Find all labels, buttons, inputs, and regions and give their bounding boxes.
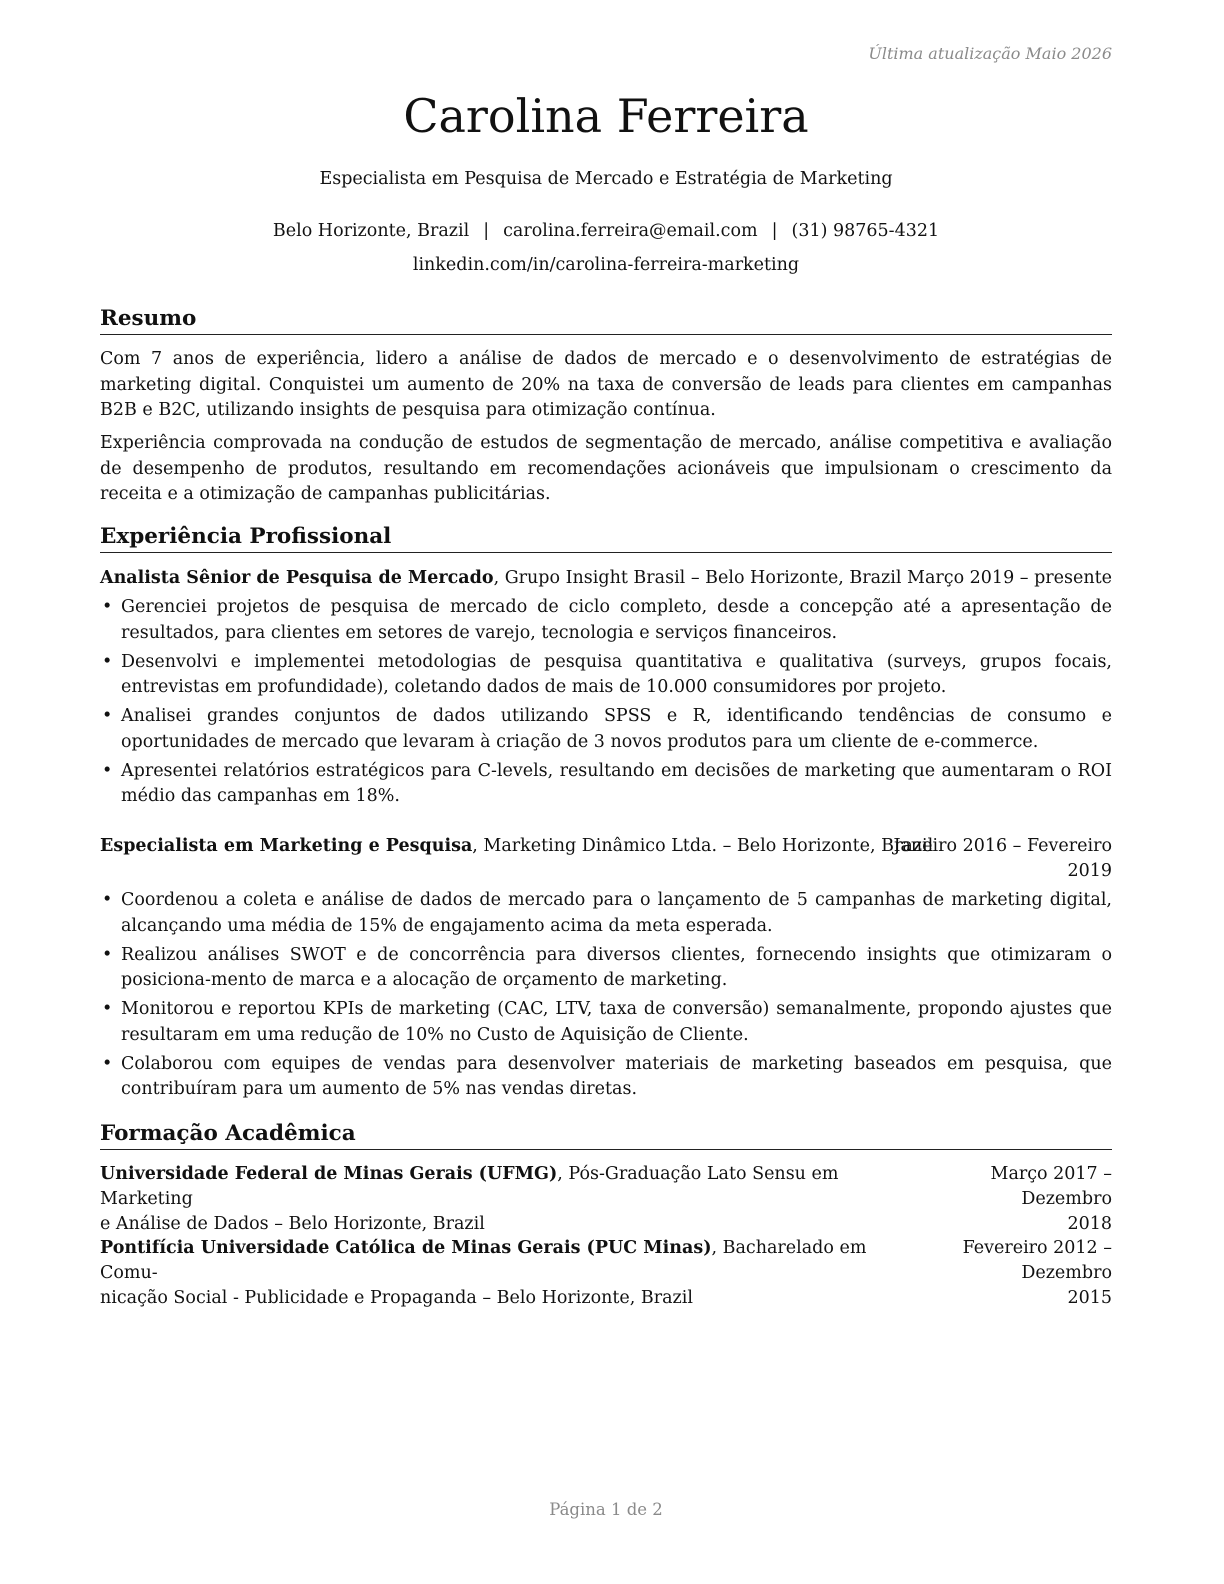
education-institution-degree xyxy=(100,1236,920,1311)
job-dates-line: 2019 xyxy=(1067,861,1112,881)
education-school: Universidade Federal de Minas Gerais (UFMG) xyxy=(100,1164,558,1184)
section-heading-experience: Experiência Profissional xyxy=(100,523,1112,553)
candidate-name: Carolina Ferreira xyxy=(403,89,809,143)
section-heading-summary: Resumo xyxy=(100,305,1112,335)
education-degree: , Bacharelado em Comu- xyxy=(100,1238,867,1283)
education-item xyxy=(100,1162,1112,1234)
list-item: • Apresentei relatórios estratégicos para C-levels, resultando em decisões de marketing que aumentaram o ROI médio das campanhas em 18%. xyxy=(100,759,1112,810)
contact-line xyxy=(100,219,1112,243)
job-company: , Marketing Dinâmico Ltda. – Belo Horizonte, Brazil xyxy=(472,836,934,856)
contact-separator: | xyxy=(483,221,490,241)
resume-page xyxy=(100,0,1112,1584)
education-dates-line: 2018 xyxy=(1067,1214,1112,1234)
education-item xyxy=(100,1236,1112,1308)
list-item: • Monitorou e reportou KPIs de marketing (CAC, LTV, taxa de conversão) semanalmente, propondo ajustes que resultaram em uma redução de 10% no Custo de Aquisição de Cliente. xyxy=(100,997,1112,1048)
education-degree: , Pós-Graduação Lato Sensu em Marketing xyxy=(100,1164,839,1209)
education-dates xyxy=(912,1236,1112,1311)
education-dates-line: Março 2017 – Dezembro xyxy=(990,1164,1112,1209)
list-item: • Desenvolvi e implementei metodologias de pesquisa quantitativa e qualitativa (surveys, grupos focais, entrevistas em profundidade), coletando dados de mais de 10.000 consumidores por projeto. xyxy=(100,650,1112,701)
job-header xyxy=(100,566,1112,591)
education-institution-degree xyxy=(100,1162,920,1237)
education-degree: e Análise de Dados – Belo Horizonte, Brazil xyxy=(100,1214,485,1234)
education-dates-line: Fevereiro 2012 – Dezembro xyxy=(962,1238,1112,1283)
list-item: • Coordenou a coleta e análise de dados de mercado para o lançamento de 5 campanhas de marketing digital, alcançando uma média de 15% de engajamento acima da meta esperada. xyxy=(100,888,1112,939)
education-dates xyxy=(912,1162,1112,1237)
location: Belo Horizonte, Brazil xyxy=(272,221,470,241)
job-role-company xyxy=(100,834,933,859)
job-role-company xyxy=(100,566,901,591)
job-bullets xyxy=(100,888,1112,1106)
list-item: • Realizou análises SWOT e de concorrência para diversos clientes, fornecendo insights que otimizaram o posiciona-mento de marca e a alocação de orçamento de marketing. xyxy=(100,943,1112,994)
list-item: • Analisei grandes conjuntos de dados utilizando SPSS e R, identificando tendências de consumo e oportunidades de mercado que levaram à criação de 3 novos produtos para um cliente de e-commerce. xyxy=(100,704,1112,755)
contact-separator: | xyxy=(771,221,778,241)
last-updated: Última atualização Maio 2026 xyxy=(868,44,1112,63)
education-degree: nicação Social - Publicidade e Propaganda – Belo Horizonte, Brazil xyxy=(100,1288,693,1308)
list-item: • Colaborou com equipes de vendas para desenvolver materiais de marketing baseados em pesquisa, que contribuíram para um aumento de 5% nas vendas diretas. xyxy=(100,1052,1112,1103)
job-dates: Março 2019 – presente xyxy=(907,568,1112,588)
list-item: • Gerenciei projetos de pesquisa de mercado de ciclo completo, desde a concepção até a apresentação de resultados, para clientes em setores de varejo, tecnologia e serviços financeiros. xyxy=(100,595,1112,646)
email-link[interactable]: carolina.ferreira@email.com xyxy=(503,221,758,241)
job-dates xyxy=(893,834,1112,884)
education-school: Pontifícia Universidade Católica de Minas Gerais (PUC Minas) xyxy=(100,1238,712,1258)
page-number: Página 1 de 2 xyxy=(549,1500,663,1519)
candidate-title: Especialista em Pesquisa de Mercado e Estratégia de Marketing xyxy=(319,169,893,189)
summary-paragraph: Com 7 anos de experiência, lidero a análise de dados de mercado e o desenvolvimento de estratégias de marketing digital. Conquistei um aumento de 20% na taxa de conversão de leads para clientes em campanhas B2B e B2C, utilizando insights de pesquisa para otimização contínua. xyxy=(100,349,1112,420)
job-dates-line: Janeiro 2016 – Fevereiro xyxy=(893,836,1112,856)
education-dates-line: 2015 xyxy=(1067,1288,1112,1308)
summary-paragraph: Experiência comprovada na condução de estudos de segmentação de mercado, análise competitiva e avaliação de desempenho de produtos, resultando em recomendações acionáveis que impulsionam o crescimento da receita e a otimização de campanhas publicitárias. xyxy=(100,433,1112,504)
job-bullets xyxy=(100,595,1112,813)
job-role: Especialista em Marketing e Pesquisa xyxy=(100,836,473,856)
phone: (31) 98765-4321 xyxy=(791,221,940,241)
job-header xyxy=(100,834,1112,884)
job-company: , Grupo Insight Brasil – Belo Horizonte, Brazil xyxy=(493,568,902,588)
job-role: Analista Sênior de Pesquisa de Mercado xyxy=(100,568,494,588)
linkedin-link[interactable]: linkedin.com/in/carolina-ferreira-marketing xyxy=(412,255,800,275)
section-heading-education: Formação Acadêmica xyxy=(100,1120,1112,1150)
